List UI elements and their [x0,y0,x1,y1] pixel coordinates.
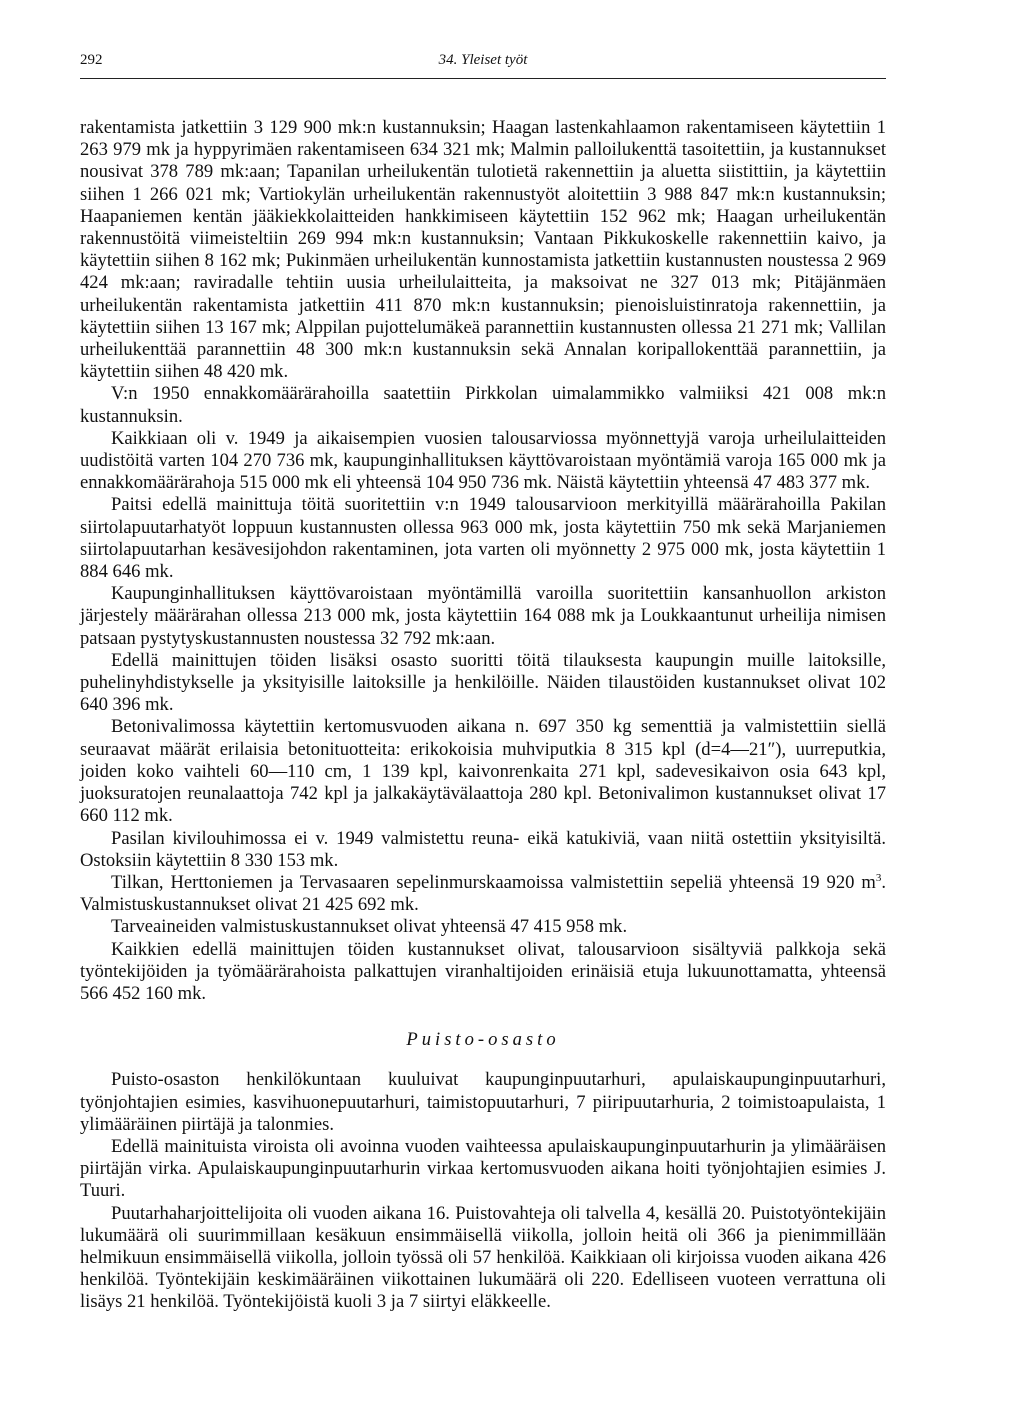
paragraph: Betonivalimossa käytettiin kertomusvuoden aikana n. 697 350 kg sementtiä ja valmistettiin siellä seuraavat määrät erilaisia betonituotteita: erikokoisia muhviputkia 8 315 kpl (d=4—21″), uurreputkia, joiden koko vaihteli 60—110 cm, 1 139 kpl, kaivonrenkaita 271 kpl, sadevesikaivon osia 643 kpl, juoksuratojen reunalaattoja 742 kpl ja jalkakäytävälaattoja 280 kpl. Betonivalimon kustannukset olivat 17 660 112 mk. [80,716,886,827]
body-text [80,117,886,1314]
paragraph: Kaikkien edellä mainittujen töiden kustannukset olivat, talousarvioon sisältyviä palkkoja sekä työntekijöiden ja työmäärärahoista palkattujen viranhaltijoiden erinäisiä etuja lukuunottamatta, yhteensä 566 452 160 mk. [80,938,886,1004]
section-heading: Puisto-osasto [406,1029,560,1051]
paragraph: Puisto-osaston henkilökuntaan kuuluivat kaupunginpuutarhuri, apulaiskaupunginpuutarhuri, työnjohtajien esimies, kasvihuonepuutarhuri, taimistopuutarhuri, 7 piiripuutarhuria, 2 toimistoapulaista, 1 ylimääräinen piirtäjä ja talonmies. [80,1069,886,1135]
paragraph-text: . Valmistuskustannukset olivat 21 425 692 mk. [80,871,886,916]
paragraph [80,872,886,916]
paragraph: V:n 1950 ennakkomäärärahoilla saatettiin Pirkkolan uimalammikko valmiiksi 421 008 mk:n kustannuksin. [80,383,886,427]
paragraph: Edellä mainituista viroista oli avoinna vuoden vaihteessa apulaiskaupunginpuutarhurin ja ylimääräisen piirtäjän virka. Apulaiskaupunginpuutarhurin virkaa kertomusvuoden aikana hoiti työnjohtajien esimies J. Tuuri. [80,1135,886,1202]
paragraph: Pasilan kivilouhimossa ei v. 1949 valmistettu reuna- eikä katukiviä, vaan niitä ostettiin yksityisiltä. Ostoksiin käytettiin 8 330 153 mk. [80,827,886,871]
paragraph: Tarveaineiden valmistuskustannukset olivat yhteensä 47 415 958 mk. [111,916,628,938]
document-page [80,52,886,1314]
paragraph: Edellä mainittujen töiden lisäksi osasto suoritti töitä tilauksesta kaupungin muille laitoksille, puhelinyhdistykselle ja yksityisille laitoksille ja henkilöille. Näiden tilaustöiden kustannukset olivat 102 640 396 mk. [80,649,886,716]
section-title: 34. Yleiset työt [438,52,528,68]
paragraph: Puutarhaharjoittelijoita oli vuoden aikana 16. Puistovahteja oli talvella 4, kesällä 20. Puistotyöntekijäin lukumäärä oli suurimmillaan kesäkuun ensimmäisellä viikolla, jolloin heitä oli 366 ja pienimmillään helmikuun ensimmäisellä viikolla, jolloin työssä oli 57 henkilöä. Kaikkiaan oli kirjoissa vuoden aikana 426 henkilöä. Työntekijäin keskimääräinen viikottainen lukumäärä oli 220. Edelliseen vuoteen verrattuna oli lisäys 21 henkilöä. Työntekijöistä kuoli 3 ja 7 siirtyi eläkkeelle. [80,1202,886,1313]
paragraph: rakentamista jatkettiin 3 129 900 mk:n kustannuksin; Haagan lastenkahlaamon rakentamiseen käytettiin 1 263 979 mk ja hyppyrimäen rakentamiseen 634 321 mk; Malmin palloilukenttä tasoitettiin, ja kustannukset nousivat 378 789 mk:aan; Tapanilan urheilukentän tulotietä rakennettiin ja aluetta siistittiin, ja käytettiin siihen 1 266 021 mk; Vartiokylän urheilukentän rakennustyöt aloitettiin 3 988 847 mk:n kustannuksin; Haapaniemen kentän jääkiekkolaitteiden hankkimiseen käytettiin 152 962 mk; Haagan urheilukentän rakennustöitä viimeisteltiin 269 994 mk:n kustannuksin; Vantaan Pikkukoskelle rakennettiin kaivo, ja käytettiin siihen 8 162 mk; Pukinmäen urheilukentän kunnostamista jatkettiin kustannusten noustessa 2 969 424 mk:aan; raviradalle tehtiin uusia urheilulaitteita, ja maksoivat ne 327 013 mk; Pitäjänmäen urheilukentän rakentamista jatkettiin 411 870 mk:n kustannuksin; pienoisluistinratoja rakennettiin, ja käytettiin siihen 13 167 mk; Alppilan pujottelumäkeä parannettiin kustannusten ollessa 21 271 mk; Vallilan urheilukenttää parannettiin 48 300 mk:n kustannuksin sekä Annalan koripallokenttää parannettiin, ja käytettiin siihen 48 420 mk. [80,117,886,383]
running-header [80,52,886,79]
paragraph: Kaikkiaan oli v. 1949 ja aikaisempien vuosien talousarviossa myönnettyjä varoja urheilulaitteiden uudistöitä varten 104 270 736 mk, kaupunginhallituksen käyttövaroistaan myöntämiä varoja 165 000 mk ja ennakkomäärärahoja 515 000 mk eli yhteensä 104 950 736 mk. Näistä käytettiin yhteensä 47 483 377 mk. [80,427,886,494]
superscript: 3 [875,871,882,884]
paragraph-text: Tilkan, Herttoniemen ja Tervasaaren sepelinmurskaamoissa valmistettiin sepeliä yhteensä 19 920 m [111,871,876,893]
page-number: 292 [80,52,103,68]
paragraph: Paitsi edellä mainittuja töitä suoritettiin v:n 1949 talousarvioon merkityillä määrärahoilla Pakilan siirtolapuutarhatyöt loppuun kustannusten ollessa 963 000 mk, josta käytettiin 750 mk sekä Marjaniemen siirtolapuutarhan kesävesijohdon rakentaminen, jota varten oli myönnetty 2 975 000 mk, josta käytettiin 1 884 646 mk. [80,494,886,583]
paragraph: Kaupunginhallituksen käyttövaroistaan myöntämillä varoilla suoritettiin kansanhuollon arkiston järjestely määrärahan ollessa 213 000 mk, josta käytettiin 164 088 mk ja Loukkaantunut urheilija nimisen patsaan pystytyskustannusten noustessa 32 792 mk:aan. [80,583,886,649]
